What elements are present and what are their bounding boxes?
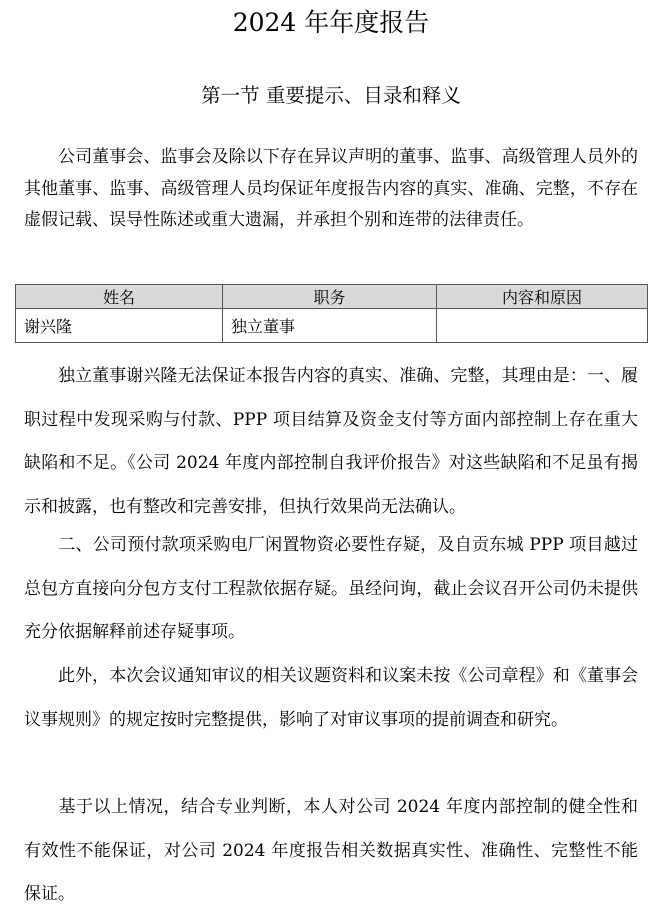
body-paragraph <box>24 655 638 742</box>
report-title: 2024 年年度报告 <box>232 8 430 37</box>
cell-reason <box>437 309 648 343</box>
cell-position: 独立董事 <box>223 309 437 343</box>
table-row <box>16 309 648 343</box>
paragraph-text: 二、公司预付款项采购电厂闲置物资必要性存疑，及自贡东城 PPP 项目越过总包方直接向分包方支付工程款依据存疑。虽经问询，截止会议召开公司仍未提供充分依据解释前述存疑事项。 <box>24 535 638 642</box>
dissent-table <box>15 284 648 343</box>
intro-text: 公司董事会、监事会及除以下存在异议声明的董事、监事、高级管理人员外的其他董事、监事、高级管理人员均保证年度报告内容的真实、准确、完整，不存在虚假记载、误导性陈述或重大遗漏，并承担个别和连带的法律责任。 <box>24 147 638 230</box>
paragraph-text: 基于以上情况，结合专业判断，本人对公司 2024 年度内部控制的健全性和有效性不能保证，对公司 2024 年度报告相关数据真实性、准确性、完整性不能保证。 <box>24 797 638 904</box>
table-header-row <box>16 285 648 309</box>
header-name: 姓名 <box>16 285 223 309</box>
cell-name: 谢兴隆 <box>16 309 223 343</box>
paragraph-text: 独立董事谢兴隆无法保证本报告内容的真实、准确、完整，其理由是：一、履职过程中发现采购与付款、PPP 项目结算及资金支付等方面内部控制上存在重大缺陷和不足。《公司 2024 年度内部控制自我评价报告》对这些缺陷和不足虽有揭示和披露，也有整改和完善安排，但执行效果尚无法确认。 <box>24 366 638 517</box>
header-reason: 内容和原因 <box>437 285 648 309</box>
paragraph-text: 此外，本次会议通知审议的相关议题资料和议案未按《公司章程》和《董事会议事规则》的规定按时完整提供，影响了对审议事项的提前调查和研究。 <box>24 666 638 730</box>
section-heading: 第一节 重要提示、目录和释义 <box>201 84 461 107</box>
header-position: 职务 <box>223 285 437 309</box>
intro-paragraph <box>24 142 638 237</box>
body-paragraph <box>24 786 638 917</box>
body-paragraph <box>24 524 638 655</box>
body-paragraph <box>24 355 638 529</box>
